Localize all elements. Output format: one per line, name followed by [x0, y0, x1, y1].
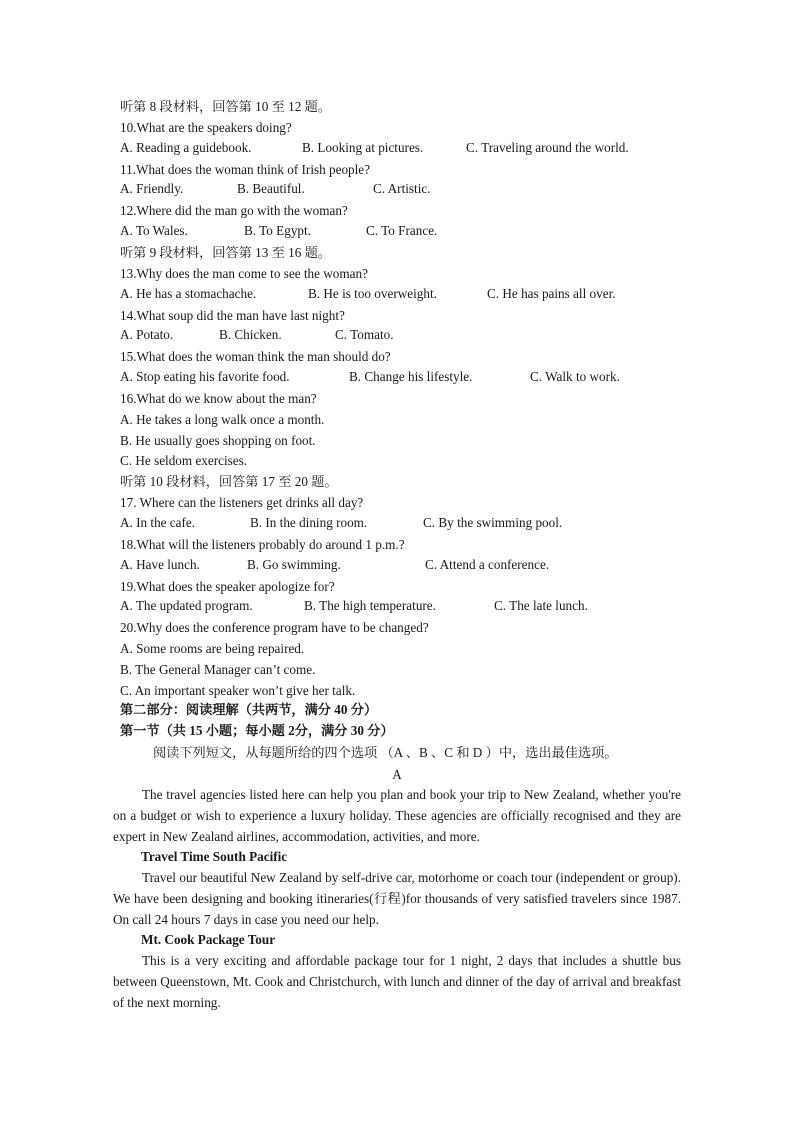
agency-name-2: Mt. Cook Package Tour [141, 932, 276, 947]
answer-option: C. Walk to work. [530, 369, 620, 384]
answer-option: B. Beautiful. [237, 181, 305, 196]
answer-option: B. Change his lifestyle. [349, 369, 473, 384]
answer-option: A. He has a stomachache. [120, 286, 257, 301]
question-line: 11.What does the woman think of Irish people? [120, 162, 371, 177]
listening-section-heading: 听第 10 段材料，回答第 17 至 20 题。 [120, 474, 338, 489]
answer-option: B. He is too overweight. [308, 286, 437, 301]
answer-option: A. Have lunch. [120, 557, 200, 572]
answer-option: C. The late lunch. [494, 598, 588, 613]
question-line: B. He usually goes shopping on foot. [120, 433, 316, 448]
agency-text-1: Travel our beautiful New Zealand by self-drive car, motorhome or coach tour (independent or group). We have been designing and booking itineraries(行程)for thousands of very satisfied travelers since 1987. On call 24 hours 7 days in case you need our help. [113, 870, 681, 927]
answer-option: C. Attend a conference. [425, 557, 550, 572]
answer-option: A. Potato. [120, 327, 174, 342]
answer-option: B. Chicken. [219, 327, 282, 342]
question-line: 16.What do we know about the man? [120, 391, 317, 406]
answer-option: C. Artistic. [373, 181, 431, 196]
answer-option: B. Go swimming. [247, 557, 341, 572]
answer-option: C. To France. [366, 223, 438, 238]
answer-option: C. Tomato. [335, 327, 394, 342]
question-line: C. He seldom exercises. [120, 453, 248, 468]
agency-name-1: Travel Time South Pacific [141, 849, 288, 864]
answer-option: A. Stop eating his favorite food. [120, 369, 290, 384]
listening-section-heading: 听第 8 段材料，回答第 10 至 12 题。 [120, 99, 331, 114]
agency-text-2: This is a very exciting and affordable package tour for 1 night, 2 days that includes a shuttle bus between Queenstown, Mt. Cook and Christchurch, with lunch and dinner of the day of arrival and breakfast of the next morning. [113, 953, 682, 1010]
question-line: 13.Why does the man come to see the woman? [120, 266, 368, 281]
question-line: 20.Why does the conference program have to be changed? [120, 620, 429, 635]
question-line: 15.What does the woman think the man should do? [120, 349, 391, 364]
answer-option: A. Friendly. [120, 181, 184, 196]
answer-option: A. To Wales. [120, 223, 188, 238]
reading-section-title: 第一节（共 15 小题；每小题 2分，满分 30 分） [120, 723, 394, 738]
answer-option: A. In the cafe. [120, 515, 196, 530]
question-line: 10.What are the speakers doing? [120, 120, 292, 135]
answer-option: C. Traveling around the world. [466, 140, 629, 155]
answer-option: B. Looking at pictures. [302, 140, 424, 155]
reading-part-title: 第二部分：阅读理解（共两节，满分 40 分） [120, 702, 378, 717]
question-line: A. He takes a long walk once a month. [120, 412, 325, 427]
passage-intro: The travel agencies listed here can help you plan and book your trip to New Zealand, whether you're on a budget or wish to experience a luxury holiday. These agencies are officially recognised and they are expert in New Zealand airlines, accommodation, activities, and more. [113, 787, 681, 844]
question-line: 14.What soup did the man have last night? [120, 308, 345, 323]
passage-label: A [392, 767, 402, 782]
answer-option: C. By the swimming pool. [423, 515, 563, 530]
answer-option: A. Reading a guidebook. [120, 140, 252, 155]
question-line: B. The General Manager can’t come. [120, 662, 316, 677]
listening-section-heading: 听第 9 段材料，回答第 13 至 16 题。 [120, 245, 331, 260]
reading-instruction: 阅读下列短文，从每题所给的四个选项 （A 、B 、C 和 D ）中，选出最佳选项。 [153, 745, 618, 760]
question-line: 18.What will the listeners probably do around 1 p.m.? [120, 537, 405, 552]
answer-option: B. The high temperature. [304, 598, 436, 613]
answer-option: B. In the dining room. [250, 515, 368, 530]
answer-option: B. To Egypt. [244, 223, 311, 238]
question-line: 12.Where did the man go with the woman? [120, 203, 348, 218]
question-line: A. Some rooms are being repaired. [120, 641, 305, 656]
answer-option: C. He has pains all over. [487, 286, 616, 301]
question-line: C. An important speaker won’t give her talk. [120, 683, 356, 698]
answer-option: A. The updated program. [120, 598, 253, 613]
question-line: 17. Where can the listeners get drinks all day? [120, 495, 364, 510]
question-line: 19.What does the speaker apologize for? [120, 579, 335, 594]
